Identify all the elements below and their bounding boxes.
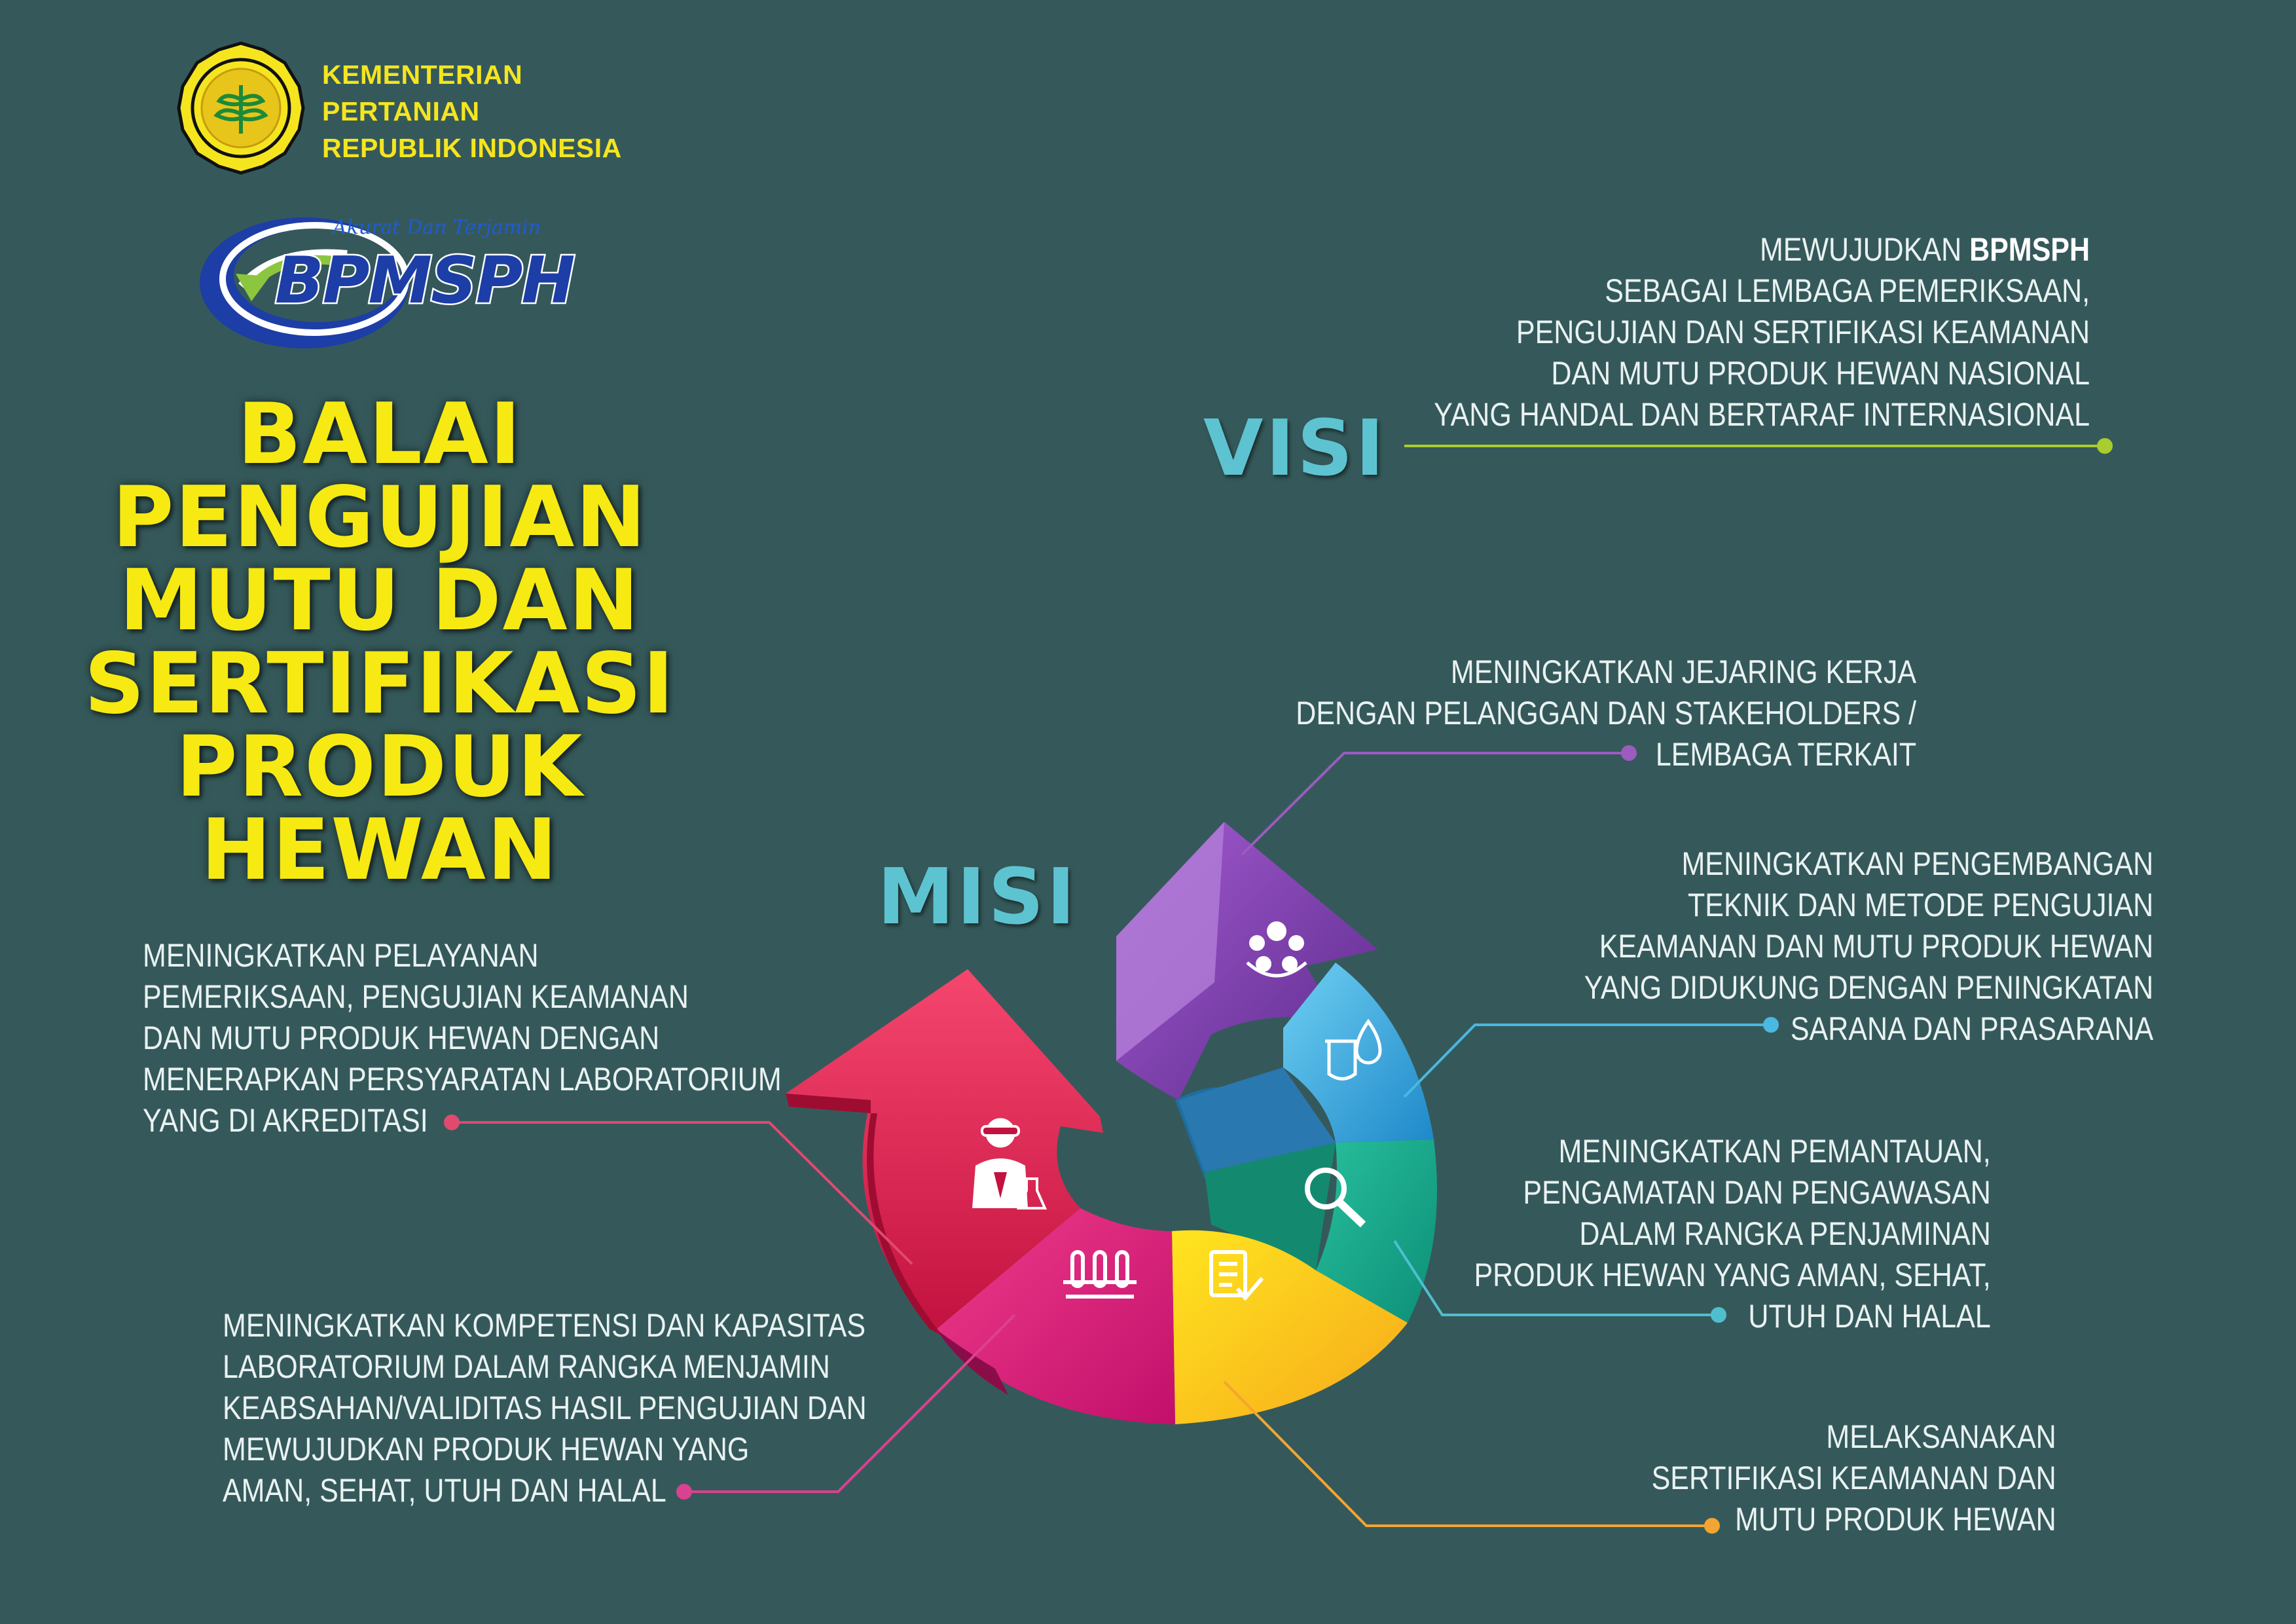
title-line-6: HEWAN [200,802,559,899]
title-line-4: SERTIFIKASI [84,635,676,733]
misi-3-line-2: DENGAN PELANGGAN DAN STAKEHOLDERS / [1296,695,1916,731]
misi-3-line-3: LEMBAGA TERKAIT [1655,736,1916,773]
misi-item-4 [1584,843,2153,1050]
ministry-line-2: PERTANIAN [322,96,480,126]
visi-line-1 [1434,229,2090,270]
visi-connector [1404,438,2113,454]
misi-1-line-4: MENERAPKAN PERSYARATAN LABORATORIUM [143,1061,782,1098]
misi-item-1 [143,935,782,1141]
misi-item-2 [223,1305,867,1511]
misi-2-line-5: AMAN, SEHAT, UTUH DAN HALAL [223,1472,666,1509]
page-title [39,386,720,899]
title-line-1: BALAI [237,386,522,483]
misi-item-3 [1296,652,1916,775]
misi-6-connector [1224,1382,1720,1534]
misi-2-line-3: KEABSAHAN/VALIDITAS HASIL PENGUJIAN DAN [223,1390,867,1426]
misi-2-line-2: LABORATORIUM DALAM RANGKA MENJAMIN [223,1348,830,1385]
misi-6-line-1: MELAKSANAKAN [1826,1418,2056,1455]
ministry-line-1: KEMENTERIAN [322,60,523,90]
misi-4-line-1: MENINGKATKAN PENGEMBANGAN [1681,845,2153,882]
misi-1-line-1: MENINGKATKAN PELAYANAN [143,937,539,974]
misi-5-line-2: PENGAMATAN DAN PENGAWASAN [1523,1174,1991,1211]
misi-item-6 [1652,1416,2056,1540]
misi-4-line-2: TEKNIK DAN METODE PENGUJIAN [1687,887,2153,923]
ministry-line-3: REPUBLIK INDONESIA [322,133,622,163]
misi-4-line-4: YANG DIDUKUNG DENGAN PENINGKATAN [1584,969,2153,1006]
visi-heading: VISI [1203,403,1387,493]
ministry-emblem-icon [173,41,308,175]
misi-3-line-1: MENINGKATKAN JEJARING KERJA [1450,654,1916,690]
visi-text [1434,229,2090,435]
visi-line-3: PENGUJIAN DAN SERTIFIKASI KEAMANAN [1516,314,2090,350]
logo-wordmark: BPMSPH [275,244,574,318]
visi-line-4: DAN MUTU PRODUK HEWAN NASIONAL [1551,355,2090,392]
misi-6-line-2: SERTIFIKASI KEAMANAN DAN [1651,1460,2056,1496]
misi-4-line-5: SARANA DAN PRASARANA [1790,1010,2153,1047]
misi-5-line-3: DALAM RANGKA PENJAMINAN [1579,1215,1991,1252]
title-line-2: PENGUJIAN [112,469,647,566]
misi-1-line-2: PEMERIKSAAN, PENGUJIAN KEAMANAN [143,978,689,1015]
ministry-name [322,56,622,166]
visi-line-2: SEBAGAI LEMBAGA PEMERIKSAAN, [1605,272,2090,309]
misi-4-line-3: KEAMANAN DAN MUTU PRODUK HEWAN [1599,928,2153,965]
misi-1-line-5: YANG DI AKREDITASI [143,1102,428,1139]
title-line-5: PRODUK [175,718,584,816]
title-line-3: MUTU DAN [119,552,640,650]
misi-item-5 [1474,1131,1991,1337]
misi-5-line-5: UTUH DAN HALAL [1748,1298,1991,1335]
visi-line-1-prefix: MEWUJUDKAN [1759,231,1970,268]
misi-heading: MISI [877,851,1078,942]
misi-2-line-4: MEWUJUDKAN PRODUK HEWAN YANG [223,1431,750,1467]
visi-line-1-bold: BPMSPH [1969,231,2090,268]
misi-1-line-3: DAN MUTU PRODUK HEWAN DENGAN [143,1020,660,1056]
misi-5-line-1: MENINGKATKAN PEMANTAUAN, [1558,1133,1991,1170]
visi-line-5: YANG HANDAL DAN BERTARAF INTERNASIONAL [1434,396,2090,433]
misi-6-line-3: MUTU PRODUK HEWAN [1735,1501,2056,1538]
misi-2-line-1: MENINGKATKAN KOMPETENSI DAN KAPASITAS [223,1307,866,1344]
logo-tagline: Akurat Dan Terjamin [333,216,541,239]
misi-5-line-4: PRODUK HEWAN YANG AMAN, SEHAT, [1474,1257,1991,1293]
